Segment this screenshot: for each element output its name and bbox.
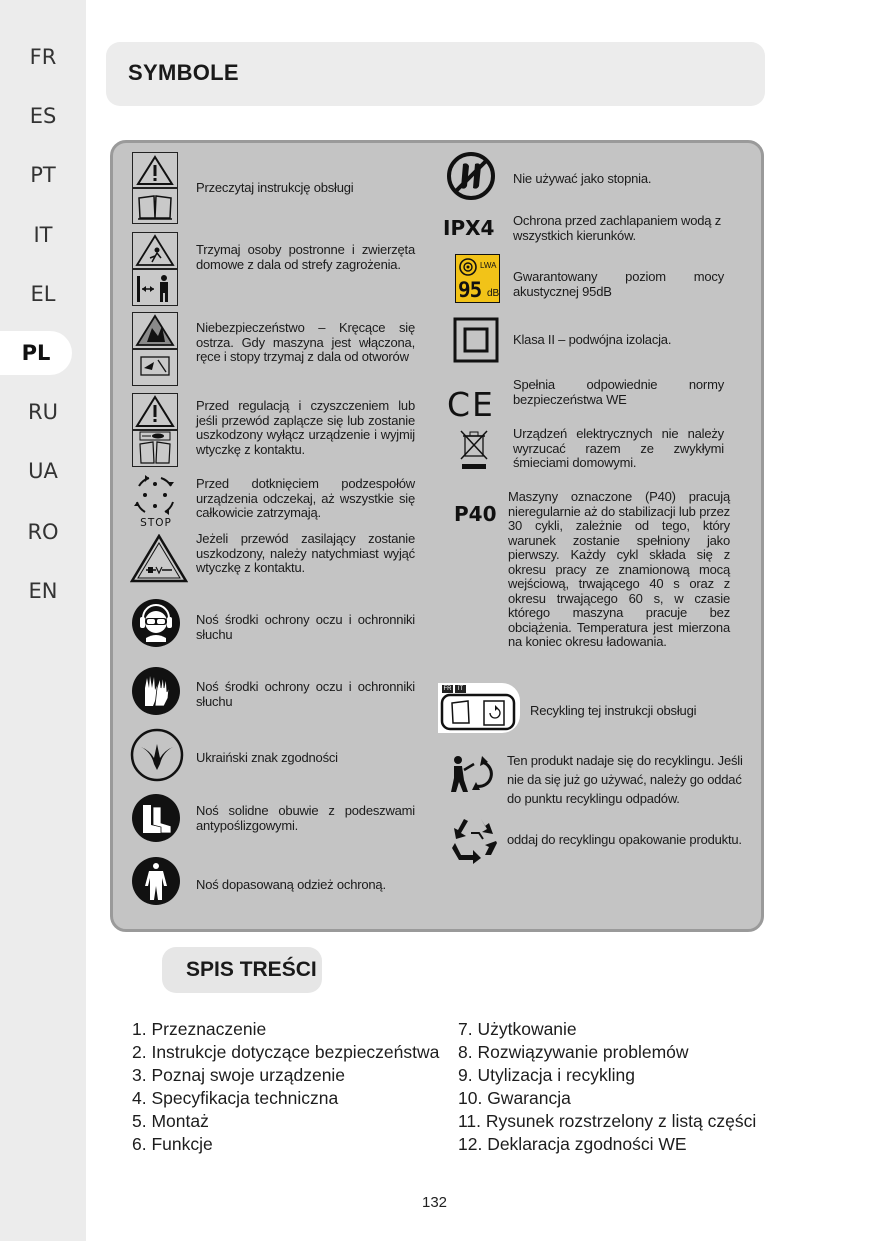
symbol-text-ukrainian: Ukraiński znak zgodności: [196, 750, 338, 765]
class-ii-insulation-icon: [452, 316, 500, 364]
protective-clothing-icon: [131, 856, 181, 906]
symbols-section-header: [106, 42, 765, 106]
toc-item[interactable]: 8. Rozwiązywanie problemów: [458, 1042, 689, 1062]
toc-item[interactable]: 3. Poznaj swoje urządzenie: [132, 1065, 346, 1085]
toc-section-header: [162, 947, 322, 993]
eye-ear-protection-icon: [131, 598, 181, 648]
recycle-manual-icon: [438, 683, 520, 733]
symbol-text-recycle-product: Ten produkt nadaje się do recyklingu. Jeśli nie da się już go używać, należy go oddać do punktu recyklingu odpadów.: [507, 753, 743, 806]
toc-item[interactable]: 9. Utylizacja i recykling: [458, 1065, 635, 1085]
symbol-text-weee: Urządzeń elektrycznych nie należy wyrzucać razem ze zwykłymi śmieciami domowymi.: [513, 426, 724, 470]
damaged-cable-warning-icon: [130, 534, 188, 584]
p40-icon: P40: [454, 502, 497, 526]
symbol-text-eye-ear: Noś środki ochrony oczu i ochronniki słuchu: [196, 612, 415, 642]
rotating-blades-icon: [132, 312, 178, 386]
toc-item[interactable]: 6. Funkcje: [132, 1134, 213, 1154]
page-number: 132: [422, 1194, 448, 1211]
lang-tab-fr[interactable]: FR: [29, 45, 57, 69]
sound-power-icon: [455, 254, 500, 303]
lang-tab-es[interactable]: ES: [29, 104, 57, 128]
unplug-before-maintenance-icon: [132, 393, 178, 467]
symbol-text-sound-power: Gwarantowany poziom mocy akustycznej 95dB: [513, 269, 724, 299]
symbols-section-title: SYMBOLE: [128, 60, 239, 85]
toc-left-column: [132, 1018, 439, 1156]
symbol-text-recycle-manual: Recykling tej instrukcji obsługi: [530, 703, 697, 718]
toc-item[interactable]: 11. Rysunek rozstrzelony z listą części: [458, 1111, 757, 1131]
ukrainian-conformity-icon: [130, 728, 184, 782]
recycle-product-icon: [446, 746, 496, 798]
toc-item[interactable]: 12. Deklaracja zgodności WE: [458, 1134, 687, 1154]
toc-item[interactable]: 10. Gwarancja: [458, 1088, 571, 1108]
symbol-text-no-step: Nie używać jako stopnia.: [513, 171, 652, 186]
toc-item[interactable]: 4. Specyfikacja techniczna: [132, 1088, 339, 1108]
lang-tab-en[interactable]: EN: [28, 579, 58, 603]
symbol-text-read-manual: Przeczytaj instrukcję obsługi: [196, 180, 354, 195]
symbol-text-clothing: Noś dopasowaną odzież ochroną.: [196, 877, 386, 892]
stop-wait-icon: [131, 474, 179, 532]
recycle-packaging-icon: [451, 815, 501, 865]
toc-right-column: [458, 1018, 756, 1156]
lang-tab-ua[interactable]: UA: [28, 459, 58, 483]
symbol-text-ipx4: Ochrona przed zachlapaniem wodą z wszystkich kierunków.: [513, 213, 722, 243]
lang-tab-ru[interactable]: RU: [28, 400, 58, 424]
manual-lang-tag-it: IT: [455, 685, 466, 693]
warning-read-manual-icon: [132, 152, 178, 224]
toc-item[interactable]: 1. Przeznaczenie: [132, 1019, 267, 1039]
safety-boots-icon: [131, 793, 181, 843]
toc-item[interactable]: 7. Użytkowanie: [458, 1019, 577, 1039]
symbol-text-p40: Maszyny oznaczone (P40) pracują nieregularnie aż do stabilizacji lub przez 30 cykli, zależnie od tego, który warunek zostanie spełniony jako pierwszy. Każdy cykl składa się z okresu pracy ze znamionową mocą wejściową, trwającego 40 s oraz z okresu trwającego 60 s, w czasie którego maszyna pracuje bez obciążenia. Temperatura jest mierzona na koniec okresu ładowania.: [508, 489, 730, 649]
keep-bystanders-away-icon: [132, 232, 178, 306]
ce-mark-icon: CE: [447, 385, 495, 424]
symbol-text-unplug: Przed regulacją i czyszczeniem lub jeśli przewód zaplącze się lub zostanie uszkodzony wyłącz urządzenie i wyjmij wtyczkę z kontaktu.: [196, 398, 415, 457]
lang-tab-pt[interactable]: PT: [30, 163, 56, 187]
sound-power-tag: LWA: [480, 261, 497, 270]
lang-tab-ro[interactable]: RO: [27, 520, 59, 544]
manual-lang-tag-fr: FR: [443, 686, 452, 692]
lang-tab-it[interactable]: IT: [33, 223, 53, 247]
symbols-panel: [110, 140, 764, 932]
symbol-text-gloves: Noś środki ochrony oczu i ochronniki słuchu: [196, 679, 415, 709]
no-step-icon: [447, 152, 495, 200]
symbol-text-bystanders: Trzymaj osoby postronne i zwierzęta domowe z dala od strefy zagrożenia.: [196, 242, 415, 272]
symbol-text-boots: Noś solidne obuwie z podeszwami antypoślizgowymi.: [196, 803, 415, 833]
lang-tab-el[interactable]: EL: [30, 282, 56, 306]
gloves-icon: [131, 666, 181, 716]
symbol-text-stop: Przed dotknięciem podzespołów urządzenia odczekaj, aż wszystkie się całkowicie zatrzymają.: [196, 476, 415, 520]
stop-label: STOP: [140, 517, 172, 529]
symbol-text-damaged-cable: Jeżeli przewód zasilający zostanie uszkodzony, należy natychmiast wyjąć wtyczkę z kontaktu.: [196, 531, 415, 575]
symbol-text-rotating-blades: Niebezpieczeństwo – Kręcące się ostrza. Gdy maszyna jest włączona, ręce i stopy trzymaj z dala od otworów: [196, 320, 415, 364]
lang-tab-pl[interactable]: PL: [0, 331, 72, 375]
symbol-text-class-ii: Klasa II – podwójna izolacja.: [513, 332, 672, 347]
symbol-text-ce: Spełnia odpowiednie normy bezpieczeństwa WE: [513, 377, 724, 407]
sound-power-unit: dB: [487, 288, 500, 299]
toc-item[interactable]: 2. Instrukcje dotyczące bezpieczeństwa: [132, 1042, 440, 1062]
toc-item[interactable]: 5. Montaż: [132, 1111, 209, 1131]
sound-power-value: 95: [458, 278, 482, 302]
language-sidebar: [0, 0, 86, 1241]
symbol-text-recycle-packaging: oddaj do recyklingu opakowanie produktu.: [507, 832, 742, 847]
ipx4-icon: IPX4: [443, 216, 495, 240]
weee-bin-icon: [456, 427, 492, 471]
toc-section-title: SPIS TREŚCI: [186, 958, 317, 981]
